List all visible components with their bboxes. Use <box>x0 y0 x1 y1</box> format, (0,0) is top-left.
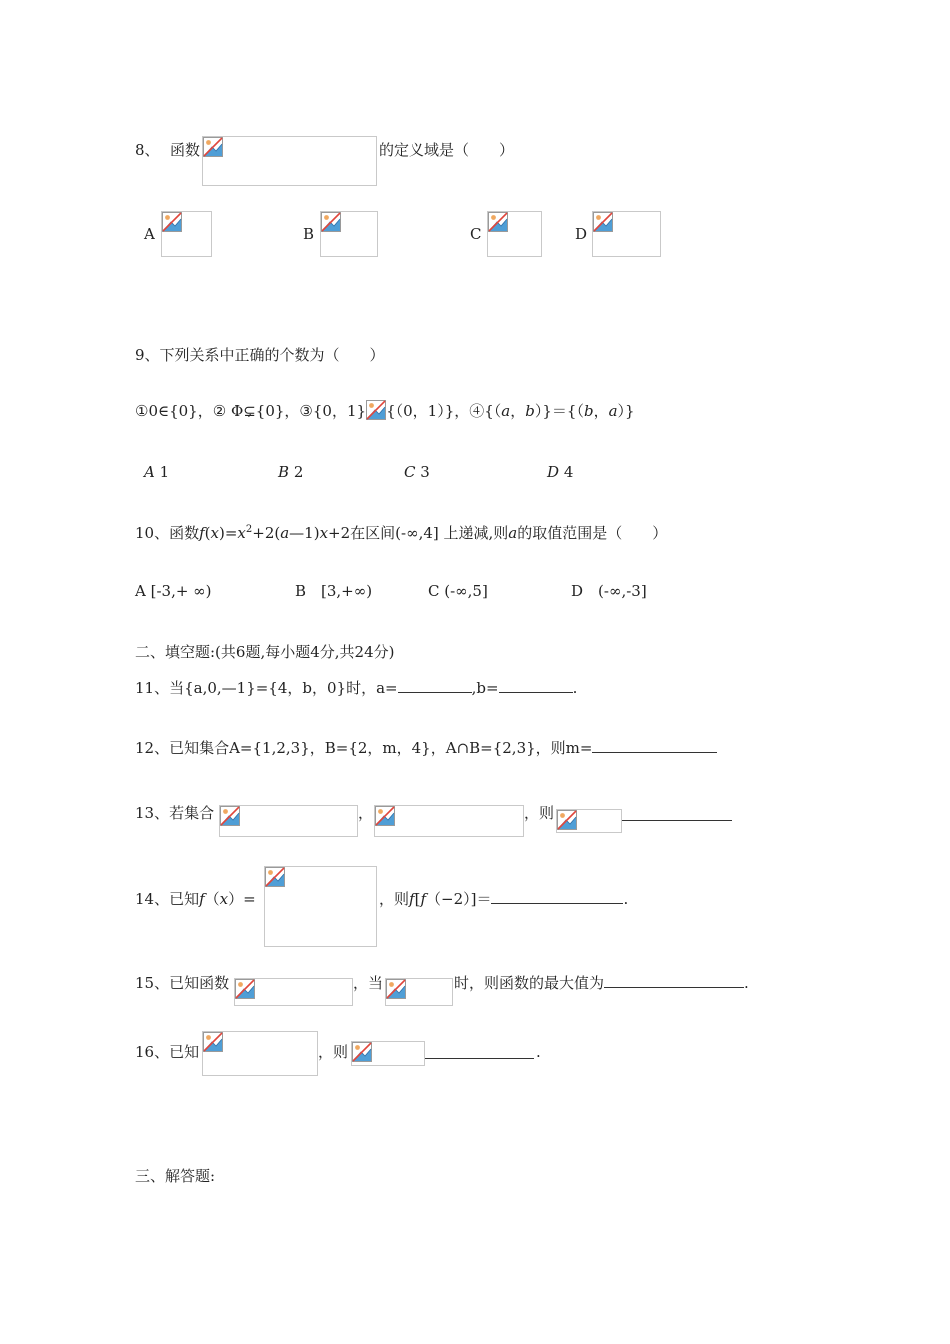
q13-image-1 <box>219 805 358 837</box>
q15-period: . <box>744 974 749 992</box>
broken-image-icon <box>386 979 406 999</box>
broken-image-icon <box>375 806 395 826</box>
q11-blank-a[interactable] <box>398 678 472 693</box>
q9-option-c-letter: C <box>404 463 416 481</box>
q14-prefix: 14、已知 <box>135 890 200 908</box>
q9-stem: 9、下列关系中正确的个数为（ ） <box>135 346 385 364</box>
q14-then: ，则 <box>379 890 410 908</box>
q8-option-b-label: B <box>303 225 315 243</box>
q16-image-2 <box>351 1041 425 1066</box>
q13-image-2 <box>374 805 524 837</box>
q9-option-b-value: 2 <box>293 463 304 481</box>
q9-option-a-value: 1 <box>159 463 170 481</box>
q9-comma-2: ， <box>593 402 609 420</box>
q9-relations-part4: ）} <box>617 402 635 420</box>
q10-x3: x <box>319 524 329 542</box>
q8-prefix: 函数 <box>170 141 201 159</box>
q16-blank[interactable] <box>425 1058 534 1059</box>
q8-function-image <box>202 136 377 186</box>
q10-text-2: ( <box>204 524 211 542</box>
q10-stem <box>135 520 667 543</box>
q16-image-1 <box>202 1031 318 1076</box>
q16-text-1: 16、已知 <box>135 1043 200 1061</box>
q8-option-c-image <box>487 211 542 257</box>
q12 <box>135 738 717 758</box>
broken-image-icon <box>593 212 613 232</box>
q10-option-b: B [3,+∞) <box>295 582 373 600</box>
q9-option-c <box>404 462 430 482</box>
q9-var-a-2: a <box>608 402 618 420</box>
q10-text-1: 10、函数 <box>135 524 200 542</box>
q9-var-b: b <box>525 402 535 420</box>
q11-text-1: 11、当{a,0,—1}={4，b，0}时，a= <box>135 679 398 697</box>
broken-image-icon <box>265 867 285 887</box>
q15-text-2: ，当 <box>353 974 384 992</box>
q10-option-a: A [-3,+ ∞) <box>135 582 212 600</box>
q14-bracket: [ <box>414 890 421 908</box>
q16-text-2: ，则 <box>318 1043 349 1061</box>
q9-relations <box>135 400 635 421</box>
q10-a2: a <box>508 524 518 542</box>
q9-comma: ， <box>510 402 526 420</box>
q10-option-c: C (-∞,5] <box>428 582 488 600</box>
q9-option-a-letter: A <box>144 463 155 481</box>
q10-text-7: 的取值范围是（ ） <box>517 524 668 542</box>
broken-image-icon <box>366 400 386 420</box>
q14-f3: f <box>420 890 426 908</box>
q11-text-2: ,b= <box>471 679 499 697</box>
q9-option-c-value: 3 <box>420 463 430 481</box>
q11-text-3: . <box>572 679 578 697</box>
q8-number: 8、 <box>135 141 160 159</box>
q10-square: 2 <box>245 524 253 535</box>
q14-function-image <box>264 866 377 947</box>
q11-blank-b[interactable] <box>499 678 573 693</box>
q9-option-b <box>278 462 303 482</box>
q12-text: 12、已知集合A={1,2,3}，B={2，m，4}，A∩B={2,3}，则m= <box>135 739 593 757</box>
q13-text-3: ，则 <box>524 804 555 822</box>
q13-blank[interactable] <box>622 820 732 821</box>
q15-image-1 <box>234 978 353 1006</box>
broken-image-icon <box>352 1042 372 1062</box>
q14-f2: f <box>409 890 415 908</box>
q16-period: . <box>536 1043 541 1061</box>
section-2-heading: 二、填空题:(共6题,每小题4分,共24分) <box>135 643 395 661</box>
broken-image-icon <box>203 137 223 157</box>
q8-option-d-image <box>592 211 661 257</box>
q14-x: x <box>219 890 229 908</box>
q10-text-4: +2( <box>252 524 281 542</box>
q9-option-d <box>547 462 573 482</box>
q10-option-d: D (-∞,-3] <box>571 582 647 600</box>
q10-text-6: +2在区间(-∞,4] 上递减,则 <box>328 524 509 542</box>
broken-image-icon <box>220 806 240 826</box>
q14-text-2 <box>379 889 628 909</box>
q9-relations-part3: ）}＝{（ <box>534 402 584 420</box>
q10-x2: x <box>237 524 246 542</box>
q10-x: x <box>210 524 219 542</box>
broken-image-icon <box>203 1032 223 1052</box>
q10-f: f <box>199 524 205 542</box>
q15-text-3 <box>454 973 749 993</box>
q14-text-1 <box>135 889 256 909</box>
q8-option-a-label: A <box>144 225 155 243</box>
broken-image-icon <box>235 979 255 999</box>
broken-image-icon <box>162 212 182 232</box>
q14-period: . <box>623 890 629 908</box>
q9-relations-part2: {（0，1）}，④{（ <box>386 402 502 420</box>
q13-text-1: 13、若集合 <box>135 804 215 822</box>
q14-f: f <box>199 890 205 908</box>
q10-a: a <box>280 524 290 542</box>
q15-question: 时，则函数的最大值为 <box>454 974 605 992</box>
q10-text-5: —1) <box>289 524 320 542</box>
q8-option-c-label: C <box>470 225 482 243</box>
q13-image-3 <box>556 809 622 833</box>
q14-blank[interactable] <box>491 889 623 904</box>
q8-option-a-image <box>161 211 212 257</box>
q13-text-2: ， <box>358 804 374 822</box>
broken-image-icon <box>557 810 577 830</box>
q8-option-b-image <box>320 211 378 257</box>
q8-option-d-label: D <box>575 225 588 243</box>
q8-suffix: 的定义域是（ ） <box>379 141 515 159</box>
q9-option-d-value: 4 <box>563 463 574 481</box>
q9-option-a <box>144 462 169 482</box>
q15-text-1: 15、已知函数 <box>135 974 230 992</box>
q9-var-a: a <box>501 402 511 420</box>
broken-image-icon <box>488 212 508 232</box>
q9-option-d-letter: D <box>547 463 560 481</box>
q12-blank[interactable] <box>592 738 717 753</box>
q15-blank[interactable] <box>604 973 744 988</box>
q9-option-b-letter: B <box>278 463 290 481</box>
q14-paren-open: （ <box>204 890 220 908</box>
broken-image-icon <box>321 212 341 232</box>
q9-relations-part1: ①0∈{0}，② Φ⊊{0}，③{0，1} <box>135 402 367 420</box>
q14-paren-close: ）= <box>228 890 256 908</box>
q11 <box>135 678 577 698</box>
q10-text-3: )= <box>218 524 238 542</box>
q15-image-2 <box>385 978 453 1006</box>
q9-var-b-2: b <box>583 402 594 420</box>
section-3-heading: 三、解答题: <box>135 1167 216 1185</box>
q14-argument: （−2）]＝ <box>426 890 492 908</box>
